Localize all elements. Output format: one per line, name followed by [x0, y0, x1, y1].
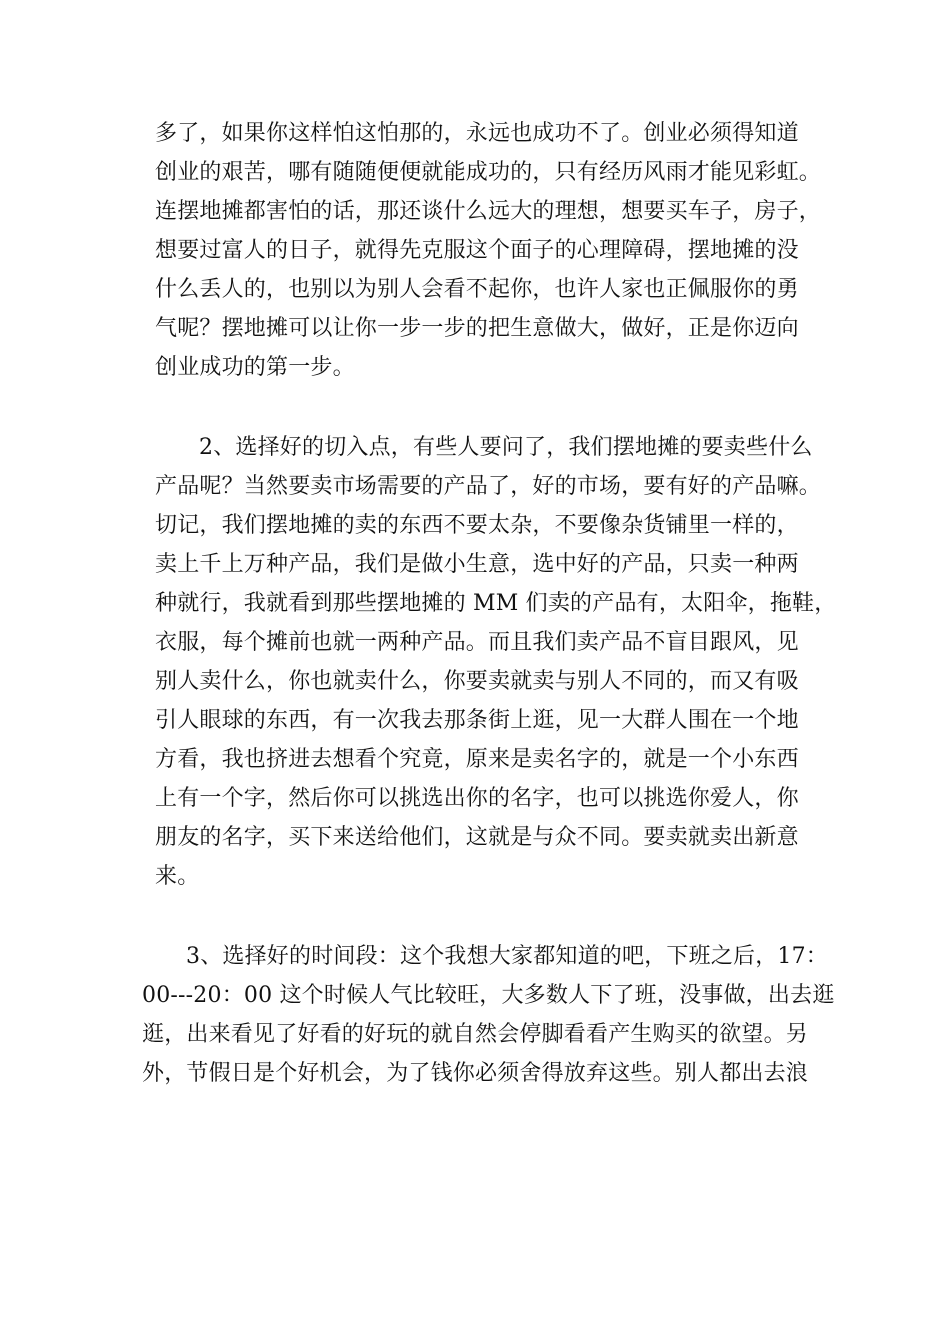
paragraph-2-line-1: 2、选择好的切入点，有些人要问了，我们摆地摊的要卖些什么 [199, 435, 813, 460]
paragraph-2-line-9: 方看，我也挤进去想看个究竟，原来是卖名字的，就是一个小东西 [155, 747, 799, 772]
paragraph-2-line-7: 别人卖什么，你也就卖什么，你要卖就卖与别人不同的，而又有吸 [155, 669, 799, 694]
paragraph-3-line-4: 外，节假日是个好机会，为了钱你必须舍得放弃这些。别人都出去浪 [142, 1061, 809, 1086]
paragraph-3-line-1: 3、选择好的时间段：这个我想大家都知道的吧，下班之后，17： [186, 944, 828, 969]
paragraph-1-line-3: 连摆地摊都害怕的话，那还谈什么远大的理想，想要买车子，房子， [155, 199, 822, 224]
paragraph-2-line-8: 引人眼球的东西，有一次我去那条街上逛，见一大群人围在一个地 [155, 708, 799, 733]
paragraph-3-line-3: 逛，出来看见了好看的好玩的就自然会停脚看看产生购买的欲望。另 [142, 1022, 809, 1047]
paragraph-2-line-12: 来。 [155, 864, 200, 889]
paragraph-2-line-10: 上有一个字，然后你可以挑选出你的名字，也可以挑选你爱人，你 [155, 786, 799, 811]
paragraph-2-line-4: 卖上千上万种产品，我们是做小生意，选中好的产品，只卖一种两 [155, 552, 799, 577]
paragraph-2-line-3: 切记，我们摆地摊的卖的东西不要太杂，不要像杂货铺里一样的， [155, 513, 799, 538]
paragraph-1-line-4: 想要过富人的日子，就得先克服这个面子的心理障碍，摆地摊的没 [155, 238, 799, 263]
paragraph-3-line-2: 00---20：00 这个时候人气比较旺，大多数人下了班，没事做，出去逛 [142, 983, 835, 1008]
paragraph-2-line-6: 衣服，每个摊前也就一两种产品。而且我们卖产品不盲目跟风，见 [155, 630, 799, 655]
paragraph-1-line-5: 什么丢人的，也别以为别人会看不起你，也许人家也正佩服你的勇 [155, 277, 799, 302]
paragraph-1-line-2: 创业的艰苦，哪有随随便便就能成功的，只有经历风雨才能见彩虹。 [155, 160, 822, 185]
paragraph-2-line-11: 朋友的名字，买下来送给他们，这就是与众不同。要卖就卖出新意 [155, 825, 799, 850]
paragraph-1-line-7: 创业成功的第一步。 [155, 355, 355, 380]
paragraph-2-line-2: 产品呢？当然要卖市场需要的产品了，好的市场，要有好的产品嘛。 [155, 474, 822, 499]
paragraph-1-line-1: 多了，如果你这样怕这怕那的，永远也成功不了。创业必须得知道 [155, 121, 799, 146]
paragraph-2-line-5: 种就行，我就看到那些摆地摊的 MM 们卖的产品有，太阳伞，拖鞋， [155, 591, 837, 616]
paragraph-1-line-6: 气呢？摆地摊可以让你一步一步的把生意做大，做好，正是你迈向 [155, 316, 799, 341]
